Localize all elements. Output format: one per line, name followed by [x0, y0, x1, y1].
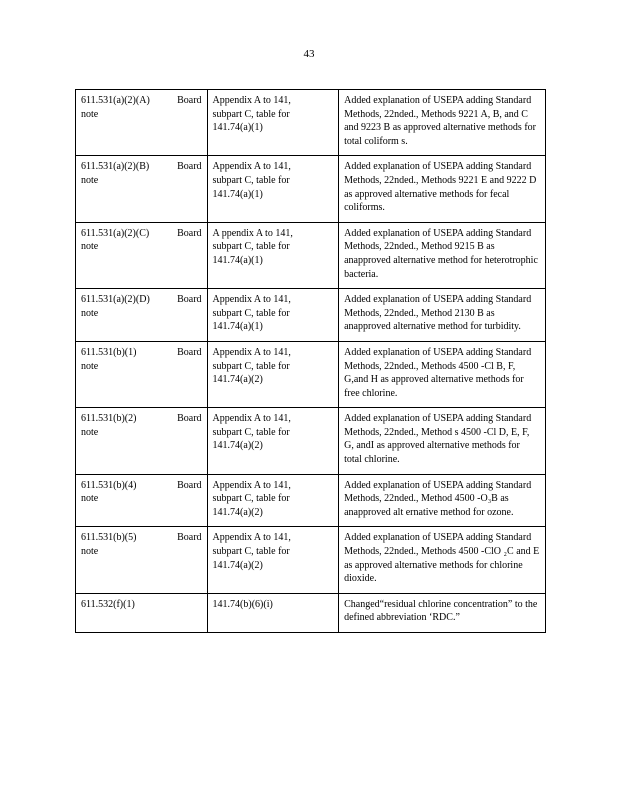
section-label: Board [177, 346, 202, 358]
section-number: 611.531(a)(2)(C) [81, 227, 150, 239]
explanation-cell [339, 474, 546, 527]
changes-table [75, 89, 546, 633]
cfr-line: Appendix A to 141, [212, 413, 291, 425]
explanation-text: Added explanation of USEPA adding Standard Methods, 22nded., Methods 9221 E and 9222 D as approved alternative methods for fecal coliforms. [344, 161, 537, 214]
cfr-line: subpart C, table for [212, 307, 290, 319]
cfr-line: subpart C, table for [212, 426, 290, 438]
table-row [76, 341, 546, 407]
cfr-cell [207, 593, 339, 632]
cfr-line: subpart C, table for [212, 241, 290, 253]
page-number: 43 [303, 48, 315, 60]
cfr-cell [207, 90, 339, 156]
section-cell [76, 474, 208, 527]
section-number: 611.531(b)(1) [81, 346, 137, 358]
cfr-line: 141.74(a)(1) [212, 321, 263, 333]
section-label: Board [177, 227, 202, 239]
section-number: 611.531(a)(2)(B) [81, 161, 150, 173]
cfr-line: Appendix A to 141, [212, 294, 291, 306]
cfr-line: Appendix A to 141, [212, 161, 291, 173]
section-number: 611.531(b)(2) [81, 413, 137, 425]
section-note: note [81, 307, 99, 319]
cfr-line: 141.74(a)(1) [212, 122, 263, 134]
section-number: 611.531(a)(2)(A) [81, 95, 150, 106]
cfr-line: subpart C, table for [212, 546, 290, 558]
cfr-line: Appendix A to 141, [212, 532, 291, 544]
cfr-line: Appendix A to 141, [212, 346, 291, 358]
section-label: Board [177, 479, 202, 491]
cfr-cell [207, 527, 339, 593]
cfr-line: subpart C, table for [212, 174, 290, 186]
explanation-cell [339, 408, 546, 474]
table-row [76, 474, 546, 527]
cfr-line: Appendix A to 141, [212, 479, 291, 491]
section-cell [76, 156, 208, 222]
cfr-line: 141.74(a)(2) [212, 559, 263, 571]
cfr-line: subpart C, table for [212, 360, 290, 372]
explanation-cell [339, 222, 546, 288]
cfr-cell [207, 289, 339, 342]
cfr-line: 141.74(a)(2) [212, 440, 263, 452]
explanation-cell [339, 156, 546, 222]
cfr-line: subpart C, table for [212, 493, 290, 505]
section-label: Board [177, 413, 202, 425]
cfr-line: Appendix A to 141, [212, 95, 291, 106]
explanation-text: Added explanation of USEPA adding Standard Methods, 22nded., Method 2130 B as anapproved alternative method for turbidity. [344, 294, 532, 333]
section-label: Board [177, 161, 202, 173]
cfr-line: subpart C, table for [212, 108, 290, 120]
explanation-text: Added explanation of USEPA adding Standard Methods, 22nded., Method 4500 -O₃B as anapproved alt ernative method for ozone. [344, 479, 532, 518]
explanation-text: Added explanation of USEPA adding Standard Methods, 22nded., Methods 4500 -ClO ₂C and E as approved alternative methods for chlorine dioxide. [344, 532, 540, 585]
cfr-cell [207, 408, 339, 474]
section-cell [76, 593, 208, 632]
cfr-cell [207, 222, 339, 288]
explanation-text: Added explanation of USEPA adding Standard Methods, 22nded., Method s 4500 -Cl D, E, F, G, andI as approved alternative methods for total chlorine. [344, 413, 532, 466]
explanation-text: Changed“residual chlorine concentration” to the defined abbreviation ‘RDC.” [344, 598, 538, 624]
table-row [76, 527, 546, 593]
section-label: Board [177, 294, 202, 306]
section-note: note [81, 426, 99, 438]
cfr-cell [207, 156, 339, 222]
table-row [76, 593, 546, 632]
section-number: 611.532(f)(1) [81, 598, 135, 610]
cfr-line: 141.74(a)(2) [212, 374, 263, 386]
table-row [76, 90, 546, 156]
table-row [76, 222, 546, 288]
section-number: 611.531(a)(2)(D) [81, 294, 150, 306]
table-row [76, 156, 546, 222]
section-cell [76, 289, 208, 342]
cfr-cell [207, 474, 339, 527]
explanation-cell [339, 90, 546, 156]
section-label: Board [177, 532, 202, 544]
section-cell [76, 408, 208, 474]
cfr-line: A ppendix A to 141, [212, 227, 293, 239]
section-note: note [81, 108, 99, 120]
explanation-cell [339, 289, 546, 342]
cfr-cell [207, 341, 339, 407]
explanation-cell [339, 527, 546, 593]
explanation-cell [339, 593, 546, 632]
explanation-text: Added explanation of USEPA adding Standard Methods, 22nded., Method 9215 B as anapproved alternative method for heterotrophic bacteria. [344, 227, 538, 280]
explanation-text: Added explanation of USEPA adding Standard Methods, 22nded., Methods 4500 -Cl B, F, G,and H as approved alternative methods for free chlorine. [344, 346, 532, 399]
section-cell [76, 341, 208, 407]
section-number: 611.531(b)(5) [81, 532, 137, 544]
section-number: 611.531(b)(4) [81, 479, 137, 491]
explanation-text: Added explanation of USEPA adding Standard Methods, 22nded., Methods 9221 A, B, and C and 9223 B as approved alternative methods for total coliform s. [344, 95, 536, 147]
explanation-cell [339, 341, 546, 407]
section-note: note [81, 174, 99, 186]
section-note: note [81, 493, 99, 505]
cfr-line: 141.74(a)(1) [212, 254, 263, 266]
section-note: note [81, 360, 99, 372]
section-label: Board [177, 95, 202, 106]
table-row [76, 289, 546, 342]
table-body [76, 90, 546, 633]
table-row [76, 408, 546, 474]
cfr-line: 141.74(a)(1) [212, 188, 263, 200]
section-cell [76, 527, 208, 593]
section-note: note [81, 241, 99, 253]
section-note: note [81, 546, 99, 558]
section-cell [76, 90, 208, 156]
cfr-line: 141.74(b)(6)(i) [212, 598, 273, 610]
section-cell [76, 222, 208, 288]
cfr-line: 141.74(a)(2) [212, 506, 263, 518]
